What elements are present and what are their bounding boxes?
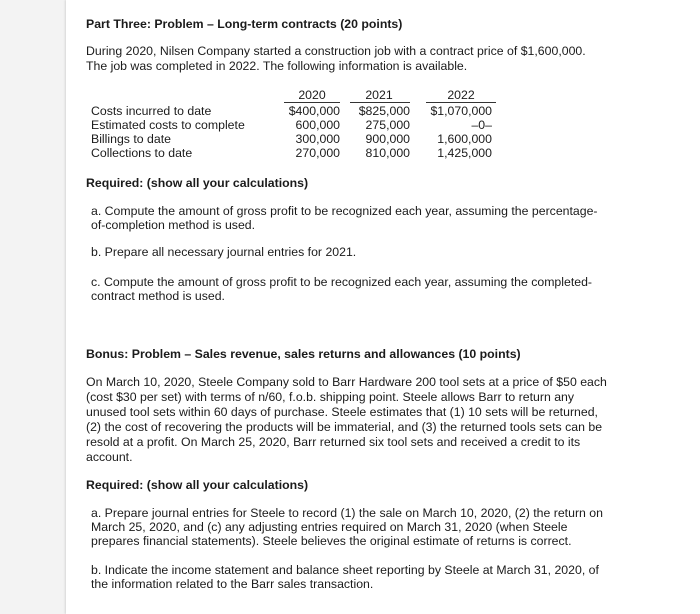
table-row-label: Costs incurred to date xyxy=(91,104,212,118)
header-underline xyxy=(350,102,410,103)
part-three-intro-line-2: The job was completed in 2022. The following information is available. xyxy=(86,59,468,73)
part-three-intro-line-1: During 2020, Nilsen Company started a construction job with a contract price of $1,600,000. xyxy=(86,44,586,58)
table-cell: $825,000 xyxy=(358,104,410,118)
table-header-year: 2020 xyxy=(298,88,326,102)
part-three-required: Required: (show all your calculations) xyxy=(86,176,309,190)
bonus-paragraph-line: (2) the cost of recovering the products will be immaterial, and (3) the returned tools sets can be xyxy=(86,420,603,434)
table-cell: 810,000 xyxy=(365,146,410,160)
table-cell: 900,000 xyxy=(365,132,410,146)
table-cell: 275,000 xyxy=(365,118,410,132)
bonus-required: Required: (show all your calculations) xyxy=(86,478,309,492)
table-row-label: Estimated costs to complete xyxy=(91,118,245,132)
bonus-paragraph-line: resold at a profit. On March 25, 2020, Barr returned six tool sets and received a credit to its xyxy=(86,435,581,449)
bonus-title: Bonus: Problem – Sales revenue, sales returns and allowances (10 points) xyxy=(86,347,521,361)
bonus-question-a-line: a. Prepare journal entries for Steele to record (1) the sale on March 10, 2020, (2) the return on xyxy=(91,506,603,520)
table-cell: 1,425,000 xyxy=(437,146,492,160)
table-cell: 600,000 xyxy=(295,118,340,132)
table-row-label: Billings to date xyxy=(91,132,171,146)
bonus-paragraph-line: On March 10, 2020, Steele Company sold to Barr Hardware 200 tool sets at a price of $50 each xyxy=(86,375,607,389)
part-three-question-b: b. Prepare all necessary journal entries for 2021. xyxy=(91,245,357,259)
part-three-question-c-line-2: contract method is used. xyxy=(91,289,225,303)
table-header-year: 2021 xyxy=(365,88,393,102)
part-three-question-a-line-2: of-completion method is used. xyxy=(91,218,256,232)
bonus-paragraph-line: account. xyxy=(86,450,133,464)
table-cell: 1,600,000 xyxy=(437,132,492,146)
bonus-question-b-line: b. Indicate the income statement and balance sheet reporting by Steele at March 31, 2020, of xyxy=(91,563,599,577)
table-cell: $1,070,000 xyxy=(430,104,492,118)
bonus-question-a-line: prepares financial statements). Steele believes the original estimate of returns is correct. xyxy=(91,534,572,548)
table-cell: 300,000 xyxy=(295,132,340,146)
table-header-year: 2022 xyxy=(447,88,475,102)
table-row-label: Collections to date xyxy=(91,146,193,160)
bonus-question-a-line: March 25, 2020, and (c) any adjusting entries required on March 31, 2020 (when Steele xyxy=(91,520,568,534)
part-three-title: Part Three: Problem – Long-term contracts (20 points) xyxy=(86,17,403,31)
header-underline xyxy=(284,102,340,103)
table-cell: –0– xyxy=(471,118,492,132)
header-underline xyxy=(426,102,496,103)
part-three-question-c-line-1: c. Compute the amount of gross profit to be recognized each year, assuming the completed- xyxy=(91,275,593,289)
bonus-question-b-line: the information related to the Barr sales transaction. xyxy=(91,577,374,591)
bonus-paragraph-line: (cost $30 per set) with terms of n/60, f.o.b. shipping point. Steele allows Barr to return any xyxy=(86,390,575,404)
part-three-question-a-line-1: a. Compute the amount of gross profit to be recognized each year, assuming the percentage- xyxy=(91,204,598,218)
bonus-paragraph-line: unused tool sets within 60 days of purchase. Steele estimates that (1) 10 sets will be returned, xyxy=(86,405,598,419)
table-cell: 270,000 xyxy=(295,146,340,160)
table-cell: $400,000 xyxy=(288,104,340,118)
